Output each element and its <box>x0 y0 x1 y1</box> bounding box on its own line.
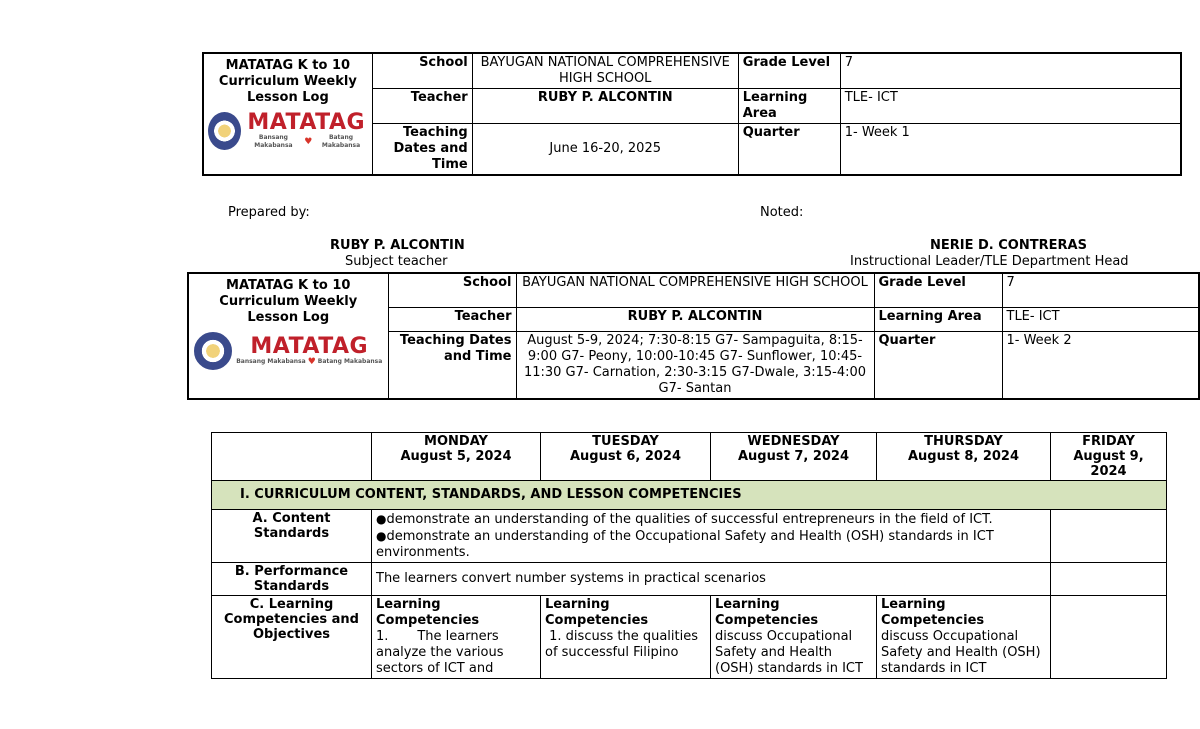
bullet-icon: ● <box>376 529 387 543</box>
teacher-value: RUBY P. ALCONTIN <box>516 307 874 331</box>
section-heading: I. CURRICULUM CONTENT, STANDARDS, AND LESSON COMPETENCIES <box>212 481 1167 510</box>
day-header-tuesday <box>541 433 711 481</box>
logo-wordmark: MATATAG <box>250 334 369 359</box>
competency-text: 1. discuss the qualities of successful Filipino <box>545 629 703 660</box>
logo-tagline-left: Bansang Makabansa <box>254 134 293 149</box>
school-label: School <box>372 53 472 89</box>
area-value: TLE- ICT <box>1002 307 1199 331</box>
heart-icon: ♥ <box>304 137 313 147</box>
content-standard-item: ●demonstrate an understanding of the Occupational Safety and Health (OSH) standards in ICT environments. <box>376 529 994 560</box>
dates-value: August 5-9, 2024; 7:30-8:15 G7- Sampaguita, 8:15-9:00 G7- Peony, 10:00-10:45 G7- Sunflower, 10:45-11:30 G7- Carnation, 2:30-3:15 G7-Dwale, 3:15-4:00 G7- Santan <box>516 331 874 399</box>
heart-icon: ♥ <box>307 357 316 367</box>
day-date: August 8, 2024 <box>907 449 1020 464</box>
dates-label: Teaching Dates and Time <box>388 331 516 399</box>
school-label: School <box>388 273 516 307</box>
noted-label: Noted: <box>760 205 804 220</box>
day-name: FRIDAY <box>1082 434 1135 449</box>
quarter-label: Quarter <box>874 331 1002 399</box>
competency-heading: Learning Competencies <box>545 597 649 628</box>
competency-text: discuss Occupational Safety and Health (OSH) standards in ICT <box>715 629 863 676</box>
prepared-by-label: Prepared by: <box>228 205 310 220</box>
log-title-cell <box>188 273 388 399</box>
lesson-log-header-week2 <box>187 272 1200 400</box>
competency-heading: Learning Competencies <box>881 597 985 628</box>
deped-seal-icon <box>208 112 241 150</box>
noter-name: NERIE D. CONTRERAS <box>930 238 1087 253</box>
competency-text: discuss Occupational Safety and Health (OSH) standards in ICT <box>881 629 1041 676</box>
competency-friday <box>1051 596 1167 679</box>
content-standard-item: ●demonstrate an understanding of the qualities of successful entrepreneurs in the field of ICT. <box>376 512 993 527</box>
day-header-monday <box>372 433 541 481</box>
friday-content-cell <box>1051 510 1167 563</box>
competency-heading: Learning Competencies <box>715 597 819 628</box>
log-title: MATATAG K to 10 Curriculum Weekly Lesson Log <box>218 58 357 105</box>
competency-text: 1. The learners analyze the various sectors of ICT and <box>376 629 508 676</box>
logo-tagline-left: Bansang Makabansa <box>236 358 306 365</box>
day-name: WEDNESDAY <box>747 434 840 449</box>
day-date: August 6, 2024 <box>569 449 682 464</box>
day-date: August 9, 2024 <box>1073 449 1144 479</box>
noter-role: Instructional Leader/TLE Department Head <box>850 254 1129 269</box>
lesson-log-header-week1 <box>202 52 1182 176</box>
competency-monday <box>372 596 541 679</box>
logo-wordmark: MATATAG <box>247 110 366 135</box>
competency-thursday <box>877 596 1051 679</box>
competency-tuesday <box>541 596 711 679</box>
area-label: Learning Area <box>874 307 1002 331</box>
competency-heading: Learning Competencies <box>376 597 480 628</box>
logo-tagline-right: Batang Makabansa <box>317 358 383 365</box>
school-value: BAYUGAN NATIONAL COMPREHENSIVE HIGH SCHOOL <box>516 273 874 307</box>
dates-value: June 16-20, 2025 <box>472 124 738 176</box>
weekly-lesson-table <box>211 432 1167 679</box>
quarter-value: 1- Week 2 <box>1002 331 1199 399</box>
day-date: August 7, 2024 <box>737 449 850 464</box>
performance-standards-label: B. Performance Standards <box>212 563 372 596</box>
content-standards-label: A. Content Standards <box>212 510 372 563</box>
grade-label: Grade Level <box>738 53 840 89</box>
content-standards-value <box>372 510 1051 563</box>
performance-standards-value: The learners convert number systems in practical scenarios <box>372 563 1051 596</box>
grade-label: Grade Level <box>874 273 1002 307</box>
day-name: THURSDAY <box>924 434 1003 449</box>
matatag-logo <box>208 112 368 150</box>
quarter-label: Quarter <box>738 124 840 176</box>
day-header-wednesday <box>711 433 877 481</box>
deped-seal-icon <box>194 332 232 370</box>
day-header-friday <box>1051 433 1167 481</box>
day-name: TUESDAY <box>592 434 659 449</box>
matatag-logo <box>193 332 384 370</box>
log-title: MATATAG K to 10 Curriculum Weekly Lesson Log <box>219 278 358 325</box>
teacher-label: Teacher <box>372 89 472 124</box>
logo-tagline-right: Batang Makabansa <box>321 134 361 149</box>
corner-cell <box>212 433 372 481</box>
bullet-icon: ● <box>376 512 387 526</box>
learning-competencies-label: C. Learning Competencies and Objectives <box>212 596 372 679</box>
preparer-role: Subject teacher <box>345 254 448 269</box>
teacher-value: RUBY P. ALCONTIN <box>472 89 738 124</box>
competency-wednesday <box>711 596 877 679</box>
grade-value: 7 <box>840 53 1181 89</box>
day-date: August 5, 2024 <box>400 449 512 464</box>
day-header-thursday <box>877 433 1051 481</box>
day-name: MONDAY <box>424 434 488 449</box>
quarter-value: 1- Week 1 <box>840 124 1181 176</box>
dates-label: Teaching Dates and Time <box>372 124 472 176</box>
grade-value: 7 <box>1002 273 1199 307</box>
log-title-cell <box>203 53 372 175</box>
teacher-label: Teacher <box>388 307 516 331</box>
area-value: TLE- ICT <box>840 89 1181 124</box>
area-label: Learning Area <box>738 89 840 124</box>
friday-performance-cell <box>1051 563 1167 596</box>
school-value: BAYUGAN NATIONAL COMPREHENSIVE HIGH SCHOOL <box>472 53 738 89</box>
preparer-name: RUBY P. ALCONTIN <box>330 238 465 253</box>
